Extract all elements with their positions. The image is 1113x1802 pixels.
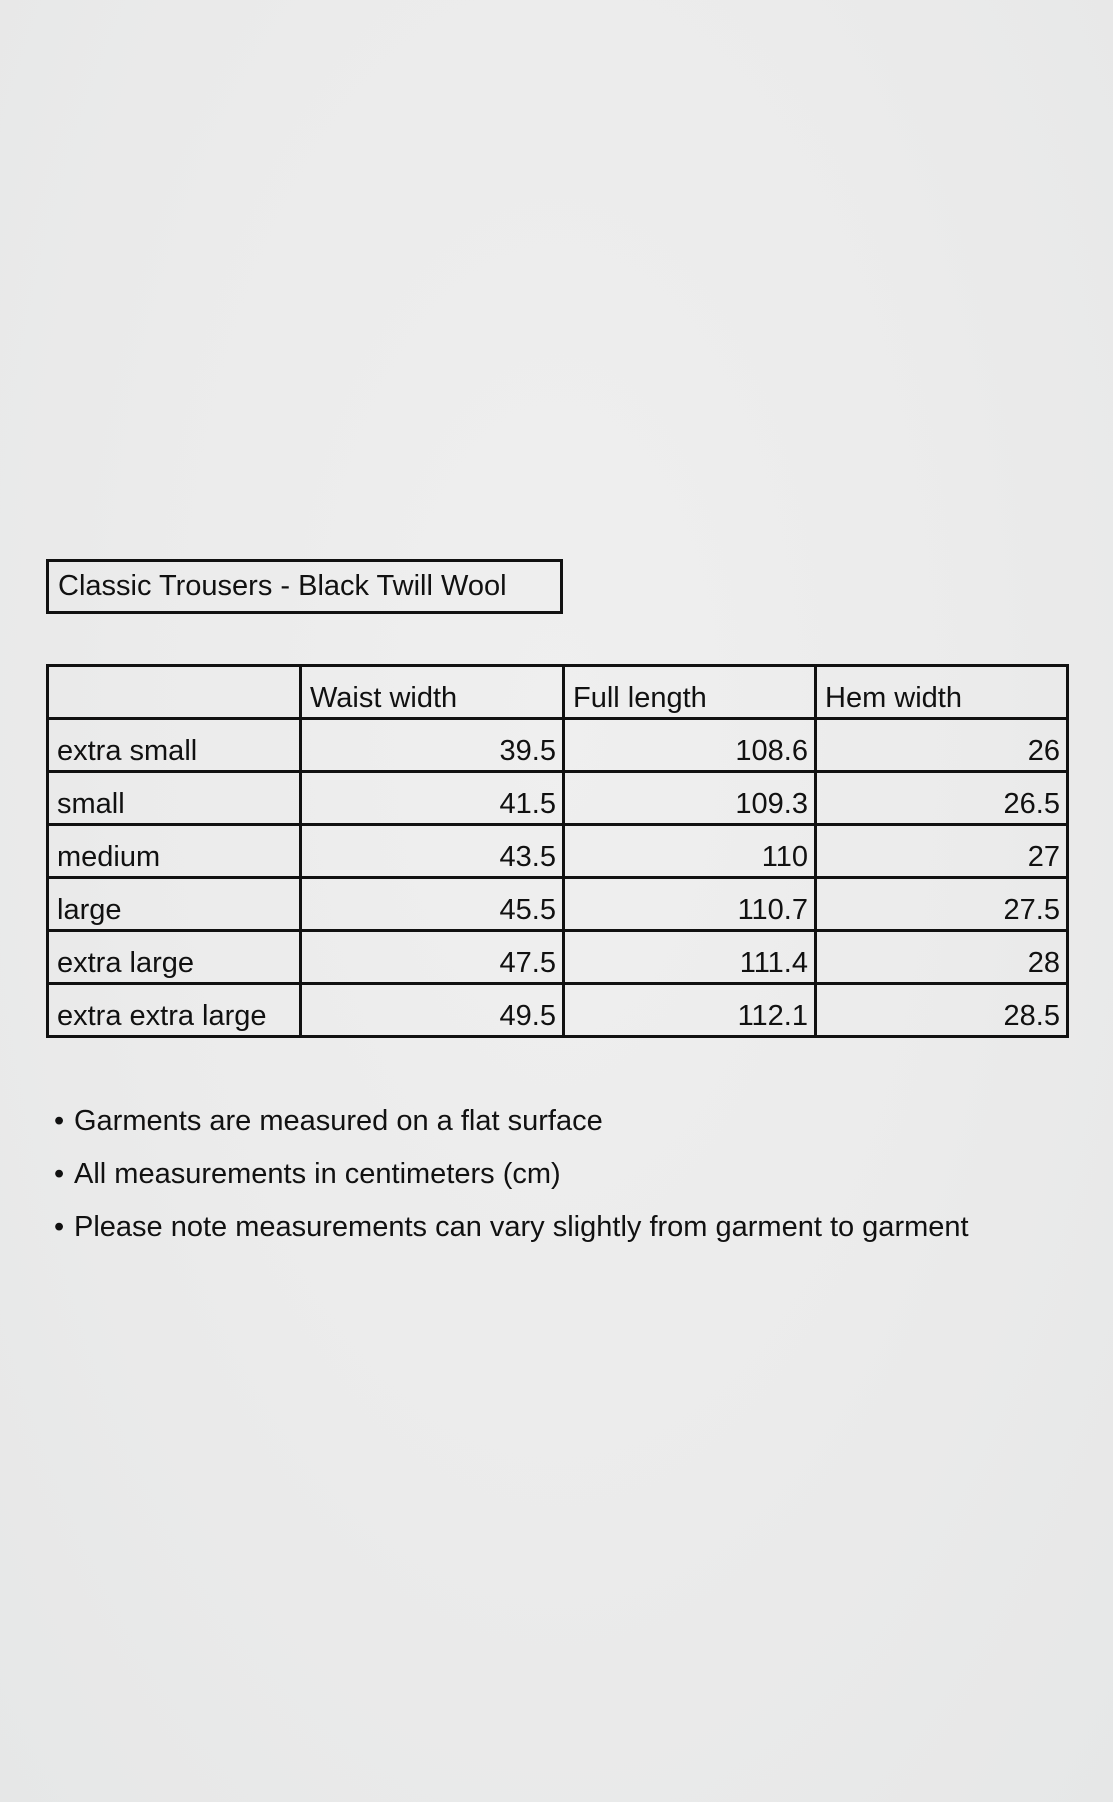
table-header-row: [48, 666, 1068, 719]
table-row: [48, 931, 1068, 984]
size-label: extra large: [48, 931, 301, 984]
header-hem-width: Hem width: [816, 666, 1068, 719]
table-row: [48, 878, 1068, 931]
header-waist-width: Waist width: [301, 666, 564, 719]
table-row: [48, 984, 1068, 1037]
length-value: 109.3: [564, 772, 816, 825]
hem-value: 27.5: [816, 878, 1068, 931]
header-size: [48, 666, 301, 719]
length-value: 110.7: [564, 878, 816, 931]
size-label: extra extra large: [48, 984, 301, 1037]
waist-value: 39.5: [301, 719, 564, 772]
waist-value: 45.5: [301, 878, 564, 931]
table-row: [48, 719, 1068, 772]
note-item: • Please note measurements can vary slightly from garment to garment: [54, 1201, 969, 1254]
header-full-length: Full length: [564, 666, 816, 719]
size-label: extra small: [48, 719, 301, 772]
length-value: 110: [564, 825, 816, 878]
hem-value: 27: [816, 825, 1068, 878]
product-title: Classic Trousers - Black Twill Wool: [46, 559, 563, 614]
size-label: medium: [48, 825, 301, 878]
waist-value: 43.5: [301, 825, 564, 878]
length-value: 111.4: [564, 931, 816, 984]
measurement-notes: [54, 1095, 969, 1254]
table-row: [48, 825, 1068, 878]
hem-value: 28: [816, 931, 1068, 984]
hem-value: 28.5: [816, 984, 1068, 1037]
note-item: • All measurements in centimeters (cm): [54, 1148, 969, 1201]
waist-value: 49.5: [301, 984, 564, 1037]
length-value: 108.6: [564, 719, 816, 772]
size-label: small: [48, 772, 301, 825]
note-item: • Garments are measured on a flat surface: [54, 1095, 969, 1148]
hem-value: 26.5: [816, 772, 1068, 825]
length-value: 112.1: [564, 984, 816, 1037]
size-chart-table: [46, 664, 1069, 1038]
waist-value: 41.5: [301, 772, 564, 825]
size-label: large: [48, 878, 301, 931]
table-row: [48, 772, 1068, 825]
waist-value: 47.5: [301, 931, 564, 984]
hem-value: 26: [816, 719, 1068, 772]
